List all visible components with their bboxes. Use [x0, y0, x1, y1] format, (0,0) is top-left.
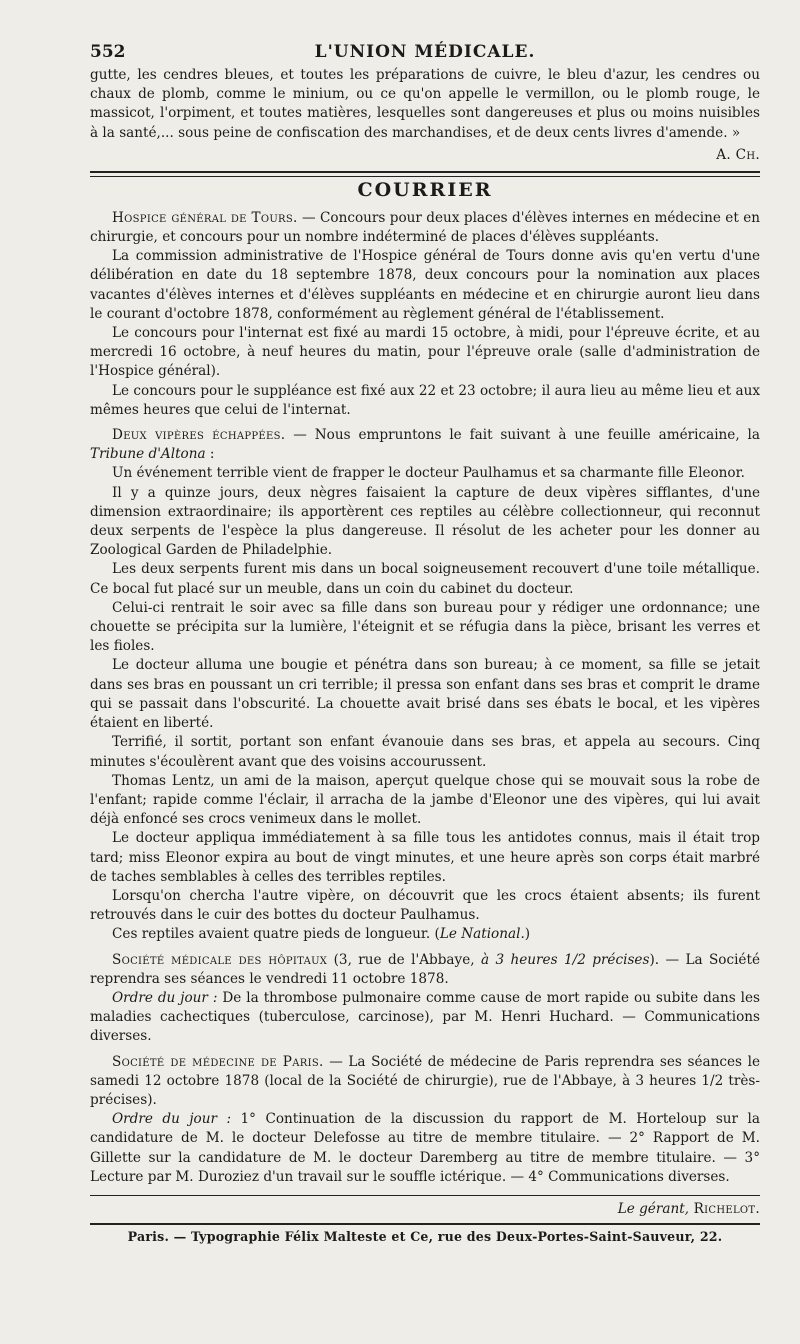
- medecine-paris-text: — La Société de médecine de Paris reprendra ses séances le samedi 12 octobre 1878 (local de la Société de chirurgie), rue de l'Abbaye, à 3 heures 1/2 très-précises).: [90, 1053, 760, 1108]
- vipers-source: Tribune d'Altona: [90, 446, 206, 463]
- gerant-line: [90, 1200, 760, 1219]
- hospice-lead: [90, 209, 760, 247]
- gerant-rule: [90, 1195, 760, 1196]
- hopitaux-time: à 3 heures 1/2 précises: [480, 951, 650, 968]
- page-number: 552: [90, 42, 126, 62]
- vipers-paragraph: Celui-ci rentrait le soir avec sa fille dans son bureau pour y rédiger une ordonnance; une chouette se précipita sur la lumière, l'éteignit et se réfugia dans la pièce, brisant les verres et les fioles.: [90, 599, 760, 655]
- vipers-lead-text: — Nous empruntons le fait suivant à une feuille américaine, la: [285, 427, 760, 444]
- vipers-paragraph: Le docteur appliqua immédiatement à sa fille tous les antidotes connus, mais il était trop tard; miss Eleonor expira au bout de vingt minutes, et une heure après son corps était marbré de taches semblables à celles des terribles reptiles.: [90, 830, 760, 885]
- medecine-paris-lead: [90, 1053, 760, 1111]
- hopitaux-order-text: De la thrombose pulmonaire comme cause de mort rapide ou subite dans les maladies cachectiques (tuberculose, carcinose), par M. Henri Huchard. — Communications diverses.: [90, 989, 761, 1045]
- section-rule: [90, 171, 760, 177]
- hospice-paragraph-2: Le concours pour l'internat est fixé au mardi 15 octobre, à midi, pour l'épreuve écrite, et au mercredi 16 octobre, à neuf heures du matin, pour l'épreuve orale (salle d'administration de l'Hospice général).: [90, 325, 760, 380]
- vipers-paragraph: Le docteur alluma une bougie et pénétra dans son bureau; à ce moment, sa fille se jetait dans ses bras en poussant un cri terrible; il pressa son enfant dans ses bras et comprit le drame qui se passait dans l'obscurité. La chouette avait brisé dans ses ébats le bocal, et les vipères étaient en liberté.: [90, 657, 760, 732]
- vipers-heading: Deux vipères échappées.: [112, 427, 286, 444]
- hospice-lead-text: — Concours pour deux places d'élèves internes en médecine et en chirurgie, et concours pour un nombre indéterminé de places d'élèves suppléants.: [90, 209, 761, 246]
- hopitaux-lead: [90, 951, 760, 989]
- medecine-paris-order: [90, 1110, 760, 1187]
- hopitaux-order-label: Ordre du jour :: [112, 989, 218, 1006]
- vipers-paragraph: Thomas Lentz, un ami de la maison, aperçut quelque chose qui se mouvait sous la robe de l'enfant; rapide comme l'éclair, il arracha de la jambe d'Eleonor une des vipères, qui lui avait déjà enfoncé ses crocs venimeux dans le mollet.: [90, 772, 760, 828]
- vipers-paragraph: Lorsqu'on chercha l'autre vipère, on découvrit que les crocs étaient absents; ils furent retrouvés dans le cuir des bottes du docteur Paulhamus.: [90, 887, 760, 924]
- vipers-last-close: ): [524, 926, 531, 943]
- running-title: L'UNION MÉDICALE.: [314, 42, 536, 62]
- section-title: COURRIER: [357, 178, 493, 201]
- vipers-last-source: Le National.: [439, 926, 525, 943]
- gerant-name: Richelot.: [688, 1200, 760, 1217]
- hospice-paragraph-3: Le concours pour le suppléance est fixé aux 22 et 23 octobre; il aura lieu au même lieu et aux mêmes heures que celui de l'internat.: [90, 382, 760, 418]
- hospice-heading: Hospice général de Tours.: [112, 209, 298, 226]
- hopitaux-order: [90, 989, 760, 1047]
- medecine-paris-order-label: Ordre du jour :: [112, 1111, 232, 1128]
- hospice-paragraph-1: La commission administrative de l'Hospice général de Tours donne avis qu'en vertu d'une délibération en date du 18 septembre 1878, deux concours pour la nomination aux places vacantes d'élèves internes et d'élèves suppléants en médecine et en chirurgie auront lieu dans le courant d'octobre 1878, conformément au règlement général de l'établissement.: [90, 248, 760, 322]
- page-header: [90, 38, 760, 66]
- vipers-last-text: Ces reptiles avaient quatre pieds de longueur. (: [112, 926, 440, 943]
- medecine-paris-heading: Société de médecine de Paris.: [112, 1053, 324, 1070]
- hopitaux-text-a: (3, rue de l'Abbaye,: [327, 951, 481, 968]
- vipers-last-paragraph: [90, 925, 760, 944]
- gerant-label: Le gérant,: [617, 1200, 689, 1217]
- vipers-paragraph: Il y a quinze jours, deux nègres faisaient la capture de deux vipères sifflantes, d'une dimension extraordinaire; ils apportèrent ces reptiles au célèbre collectionneur, qui reconnut deux serpents de l'espèce la plus dangereuse. Il résolut de les acheter pour les donner au Zoological Garden de Philadelphie.: [90, 484, 760, 559]
- vipers-paragraph: Un événement terrible vient de frapper le docteur Paulhamus et sa charmante fille Eleonor.: [112, 465, 745, 482]
- hopitaux-text-b: ). — La Société reprendra ses séances le vendredi 11 octobre 1878.: [90, 951, 760, 987]
- vipers-paragraph: Terrifié, il sortit, portant son enfant évanouie dans ses bras, et appela au secours. Cinq minutes s'écoulèrent avant que des voisins accourussent.: [90, 734, 760, 770]
- footer-rule: [90, 1223, 760, 1225]
- top-paragraph: gutte, les cendres bleues, et toutes les préparations de cuivre, le bleu d'azur, les cendres ou chaux de plomb, comme le minium, ou ce qu'on appelle le vermillon, ou le plomb rouge, le massicot, l'orpiment, et toutes matières, lesquelles sont dangereuses et plus ou moins nuisibles à la santé,... sous peine de confiscation des marchandises, et de deux cents livres d'amende. »: [90, 67, 760, 141]
- top-signature: A. Ch.: [716, 146, 760, 163]
- imprint-line: Paris. — Typographie Félix Malteste et Ce, rue des Deux-Portes-Saint-Sauveur, 22.: [127, 1228, 723, 1244]
- vipers-lead: [90, 426, 760, 464]
- medecine-paris-order-text: 1° Continuation de la discussion du rapport de M. Horteloup sur la candidature de M. le docteur Delefosse au titre de membre titulaire. — 2° Rapport de M. Gillette sur la candidature de M. le docteur Daremberg au titre de membre titulaire. — 3° Lecture par M. Duroziez d'un travail sur le souffle ictérique. — 4° Communications diverses.: [90, 1111, 760, 1185]
- hopitaux-heading: Société médicale des hôpitaux: [112, 951, 328, 968]
- vipers-source-suffix: :: [205, 446, 215, 463]
- vipers-paragraph: Les deux serpents furent mis dans un bocal soigneusement recouvert d'une toile métallique. Ce bocal fut placé sur un meuble, dans un coin du cabinet du docteur.: [90, 561, 760, 597]
